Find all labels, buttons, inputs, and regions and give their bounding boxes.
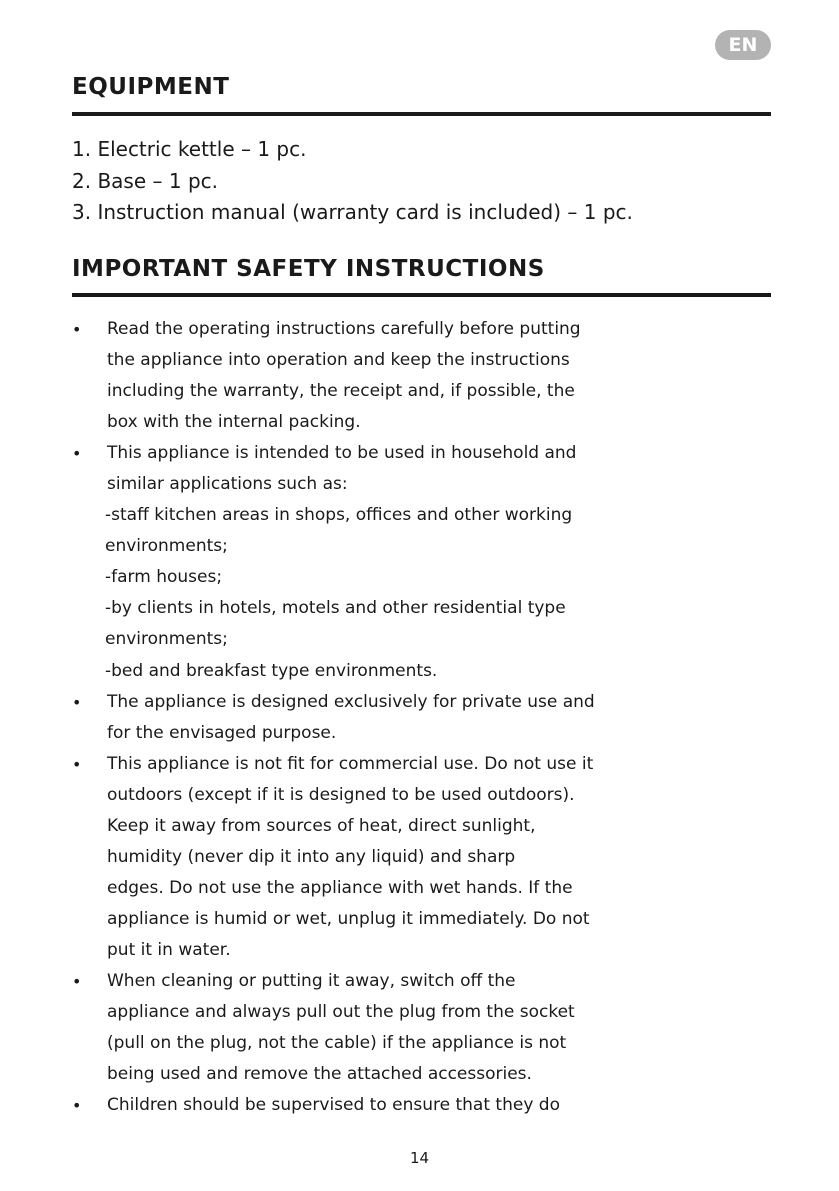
text-line: similar applications such as:: [107, 474, 348, 495]
text-line: including the warranty, the receipt and, if possible, the: [107, 381, 575, 402]
text-line: • Children should be supervised to ensure that they do: [107, 1095, 560, 1116]
sub-item-line: environments;: [105, 536, 228, 557]
text-line: appliance and always pull out the plug from the socket: [107, 1002, 575, 1023]
text-line: edges. Do not use the appliance with wet hands. If the: [107, 877, 573, 898]
text-line: Keep it away from sources of heat, direct sunlight,: [107, 815, 536, 836]
text-line: appliance is humid or wet, unplug it immediately. Do not: [107, 908, 590, 929]
equipment-item: 3. Instruction manual (warranty card is included) – 1 pc.: [72, 200, 633, 224]
text-line: • The appliance is designed exclusively for private use and: [107, 691, 595, 712]
safety-bullet: [72, 749, 782, 966]
safety-bullet: [72, 1090, 782, 1121]
safety-bullet: [72, 438, 782, 686]
equipment-item: 2. Base – 1 pc.: [72, 168, 218, 193]
text-line: outdoors (except if it is designed to be used outdoors).: [107, 784, 575, 805]
sub-item-line: environments;: [105, 629, 228, 650]
text-line: humidity (never dip it into any liquid) and sharp: [107, 846, 516, 867]
equipment-heading: EQUIPMENT: [72, 74, 230, 100]
text-line: for the envisaged purpose.: [107, 722, 337, 743]
text-line: being used and remove the attached accessories.: [107, 1064, 532, 1085]
text-line: box with the internal packing.: [107, 412, 361, 433]
sub-item-line: -bed and breakfast type environments.: [105, 660, 438, 681]
safety-heading: IMPORTANT SAFETY INSTRUCTIONS: [72, 256, 545, 282]
safety-bullet: [72, 966, 782, 1090]
equipment-list: [72, 134, 633, 229]
safety-divider: [72, 293, 771, 297]
safety-instructions-list: [72, 314, 782, 1121]
sub-item-line: -staff kitchen areas in shops, offices and other working: [105, 505, 573, 526]
text-line: • Read the operating instructions carefully before putting: [107, 319, 581, 339]
page-number: 14: [409, 1149, 430, 1167]
sub-item-line: -by clients in hotels, motels and other residential type: [105, 598, 566, 619]
equipment-divider: [72, 112, 771, 116]
language-badge: EN: [715, 30, 771, 60]
text-line: the appliance into operation and keep the instructions: [107, 350, 570, 371]
text-line: • This appliance is intended to be used in household and: [107, 443, 577, 464]
safety-bullet: [72, 314, 782, 438]
sub-item-line: -farm houses;: [105, 567, 223, 588]
text-line: (pull on the plug, not the cable) if the appliance is not: [107, 1033, 567, 1054]
safety-bullet: [72, 687, 782, 749]
text-line: • When cleaning or putting it away, switch off the: [107, 970, 516, 991]
text-line: put it in water.: [107, 939, 231, 960]
equipment-item: 1. Electric kettle – 1 pc.: [72, 137, 307, 161]
text-line: • This appliance is not fit for commercial use. Do not use it: [107, 753, 594, 774]
